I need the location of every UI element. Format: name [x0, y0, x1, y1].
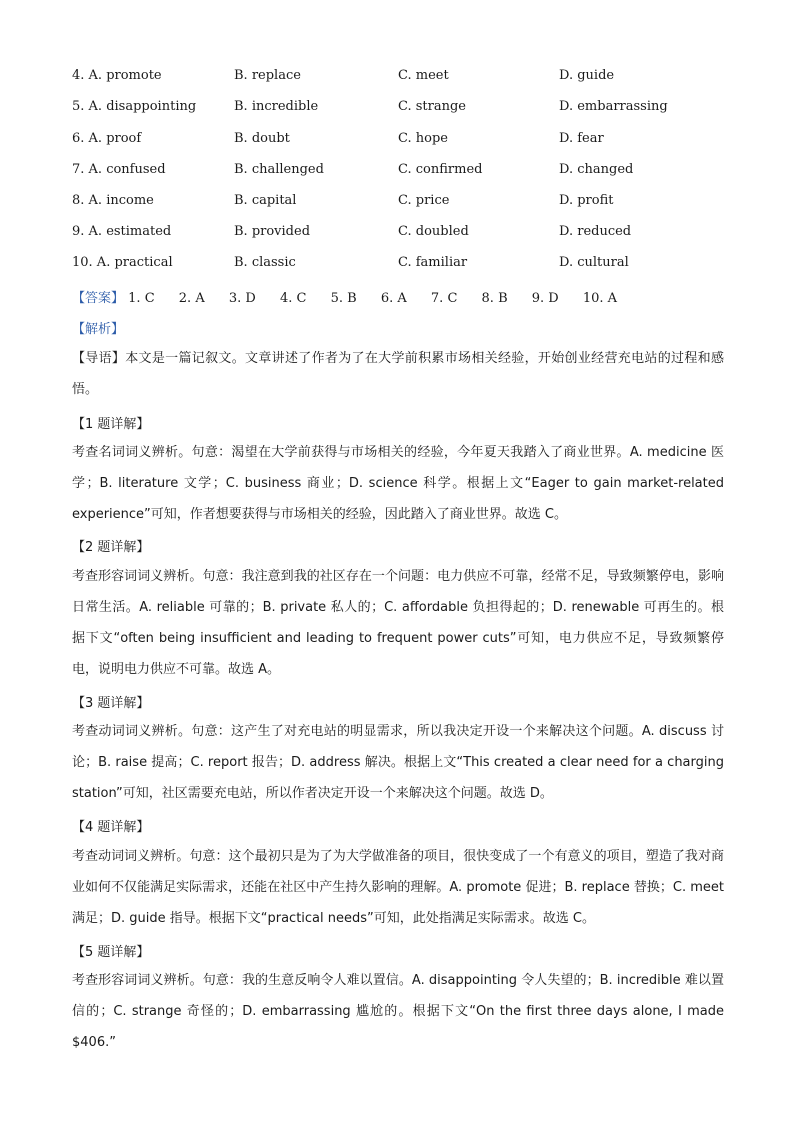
- section-text: 考查动词词义辨析。句意：这产生了对充电站的明显需求，所以我决定开设一个来解决这个问题。A. discuss 讨论；B. raise 提高；C. report 报告；D. address 解决。根据上文“This created a clear need for a charging station”可知，社区需要充电站，所以作者决定开设一个来解决这个问题。故选 D。: [72, 724, 724, 801]
- answer-item: 1. C: [128, 291, 155, 306]
- option-d: D. cultural: [559, 255, 629, 270]
- option-d: D. reduced: [559, 224, 632, 239]
- option-a: 4. A. promote: [72, 68, 162, 83]
- section-title: 【5 题详解】: [72, 945, 150, 960]
- answer-item: 4. C: [279, 291, 307, 306]
- option-a: 7. A. confused: [72, 162, 166, 177]
- option-c: C. meet: [398, 68, 449, 83]
- section-title: 【3 题详解】: [72, 696, 150, 711]
- option-d: D. embarrassing: [559, 99, 668, 114]
- option-b: B. doubt: [234, 131, 290, 146]
- section-text: 考查动词词义辨析。句意：这个最初只是为了为大学做准备的项目，很快变成了一个有意义的项目，塑造了我对商业如何不仅能满足实际需求，还能在社区中产生持久影响的理解。A. promote 促进；B. replace 替换；C. meet 满足；D. guide 指导。根据下文“practical needs”可知，此处指满足实际需求。故选 C。: [72, 849, 724, 926]
- option-d: D. changed: [559, 162, 634, 177]
- answer-item: 7. C: [430, 291, 458, 306]
- section-title: 【4 题详解】: [72, 820, 150, 835]
- option-b: B. classic: [234, 255, 296, 270]
- option-c: C. hope: [398, 131, 448, 146]
- option-b: B. capital: [234, 193, 297, 208]
- section-text: 考查形容词词义辨析。句意：我注意到我的社区存在一个问题：电力供应不可靠，经常不足，导致频繁停电，影响日常生活。A. reliable 可靠的；B. private 私人的；C. affordable 负担得起的；D. renewable 可再生的。根据下文“often being insufficient and leading to frequent power cuts”可知，电力供应不足，导致频繁停电，说明电力供应不可靠。故选 A。: [72, 569, 724, 677]
- option-b: B. provided: [234, 224, 311, 239]
- option-c: C. doubled: [398, 224, 469, 239]
- option-a: 10. A. practical: [72, 255, 173, 270]
- option-d: D. guide: [559, 68, 615, 83]
- section-title: 【1 题详解】: [72, 417, 150, 432]
- option-d: D. fear: [559, 131, 604, 146]
- section-text: 考查名词词义辨析。句意：渴望在大学前获得与市场相关的经验，今年夏天我踏入了商业世界。A. medicine 医学；B. literature 文学；C. business 商业；D. science 科学。根据上文“Eager to gain market-related experience”可知，作者想要获得与市场相关的经验，因此踏入了商业世界。故选 C。: [72, 445, 724, 522]
- section-title: 【2 题详解】: [72, 540, 150, 555]
- intro-paragraph: 【导语】本文是一篇记叙文。文章讲述了作者为了在大学前积累市场相关经验，开始创业经营充电站的过程和感悟。: [72, 351, 724, 397]
- option-d: D. profit: [559, 193, 614, 208]
- answer-key: [72, 287, 637, 306]
- section-text: 考查形容词词义辨析。句意：我的生意反响令人难以置信。A. disappointing 令人失望的；B. incredible 难以置信的；C. strange 奇怪的；D. embarrassing 尴尬的。根据下文“On the first three days alone, I made $406.”: [72, 973, 724, 1050]
- option-c: C. strange: [398, 99, 466, 114]
- answer-tag: 【答案】: [72, 291, 125, 306]
- answer-item: 9. D: [531, 291, 559, 306]
- option-c: C. price: [398, 193, 450, 208]
- option-a: 9. A. estimated: [72, 224, 172, 239]
- answer-item: 5. B: [330, 291, 357, 306]
- option-b: B. replace: [234, 68, 301, 83]
- option-a: 6. A. proof: [72, 131, 142, 146]
- option-c: C. confirmed: [398, 162, 483, 177]
- answer-item: 6. A: [380, 291, 407, 306]
- answer-item: 2. A: [178, 291, 205, 306]
- option-a: 5. A. disappointing: [72, 99, 197, 114]
- option-b: B. incredible: [234, 99, 319, 114]
- option-c: C. familiar: [398, 255, 468, 270]
- answer-item: 3. D: [228, 291, 256, 306]
- option-a: 8. A. income: [72, 193, 154, 208]
- analysis-heading: 【解析】: [72, 322, 125, 337]
- option-b: B. challenged: [234, 162, 324, 177]
- answer-item: 10. A: [582, 291, 618, 306]
- answer-item: 8. B: [481, 291, 508, 306]
